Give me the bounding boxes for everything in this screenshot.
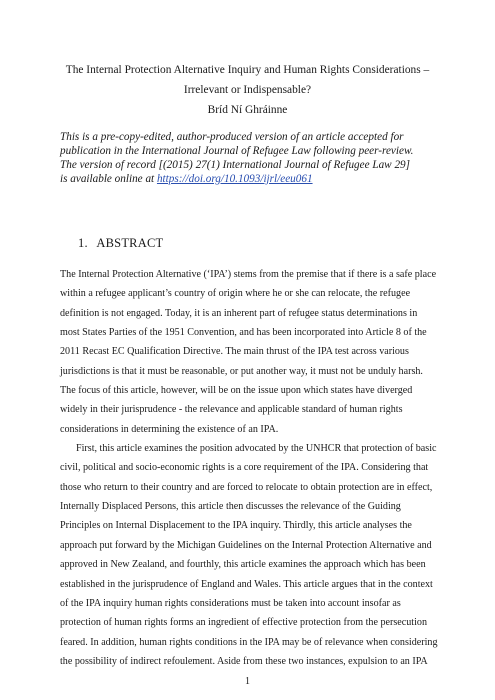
text-line: definition is not engaged. Today, it is an inherent part of refugee status determinations in xyxy=(60,307,418,319)
text-line: The focus of this article, however, will be on the issue upon which states have diverged xyxy=(60,385,413,397)
text-line: widely in their jurisprudence - the relevance and applicable standard of human rights xyxy=(60,404,403,416)
author-name: Bríd Ní Ghráinne xyxy=(207,104,288,116)
publication-note-line: The version of record [(2015) 27(1) International Journal of Refugee Law 29] xyxy=(60,159,410,171)
text-line: 2011 Recast EC Qualification Directive. The main thrust of the IPA test across various xyxy=(60,346,409,358)
section-title: ABSTRACT xyxy=(96,236,164,250)
article-title-line-2: Irrelevant or Indispensable? xyxy=(183,84,312,96)
doi-link[interactable]: https://doi.org/10.1093/ijrl/eeu061 xyxy=(156,173,313,185)
text-line: those who return to their country and are forced to relocate to obtain protection are in effect, xyxy=(60,481,433,493)
text-line: feared. In addition, human rights conditions in the IPA may be of relevance when considering xyxy=(60,636,438,648)
publication-note xyxy=(60,130,440,186)
publication-note-line: This is a pre-copy-edited, author-produced version of an article accepted for xyxy=(60,131,404,143)
text-line: jurisdictions is that it must be reasonable, or put another way, it must not be unduly harsh. xyxy=(60,365,423,377)
text-line: of the IPA inquiry human rights considerations must be taken into account insofar as xyxy=(60,597,401,609)
abstract-paragraph-2 xyxy=(60,439,440,671)
section-number: 1. xyxy=(78,236,88,250)
publication-note-line xyxy=(60,172,440,186)
text-line: approach put forward by the Michigan Guidelines on the Internal Protection Alternative and xyxy=(60,539,432,551)
abstract-body xyxy=(60,265,440,671)
section-heading xyxy=(78,236,163,251)
text-line: within a refugee applicant’s country of origin where he or she can relocate, the refugee xyxy=(60,288,411,300)
text-line: First, this article examines the position advocated by the UNHCR that protection of basic xyxy=(76,443,437,455)
text-line: the possibility of indirect refoulement. Aside from these two instances, expulsion to an IPA xyxy=(60,655,428,667)
article-title-line-1: The Internal Protection Alternative Inquiry and Human Rights Considerations – xyxy=(65,64,430,76)
text-line: The Internal Protection Alternative (‘IPA’) stems from the premise that if there is a safe place xyxy=(60,269,437,280)
text-line: most States Parties of the 1951 Convention, and has been incorporated into Article 8 of the xyxy=(60,327,427,339)
text-line: Internally Displaced Persons, this article then discusses the relevance of the Guiding xyxy=(60,501,401,513)
text-line: Principles on Internal Displacement to the IPA inquiry. Thirdly, this article analyses the xyxy=(60,520,412,532)
publication-note-prefix: is available online at xyxy=(60,173,157,185)
publication-note-line: publication in the International Journal of Refugee Law following peer-review. xyxy=(60,145,414,157)
text-line: considerations in determining the existence of an IPA. xyxy=(60,423,279,435)
text-line: civil, political and socio-economic rights is a core requirement of the IPA. Considering that xyxy=(60,462,429,474)
page-number: 1 xyxy=(245,676,250,687)
text-line: approved in New Zealand, and fourthly, this article examines the approach which has been xyxy=(60,559,426,571)
article-title-block xyxy=(40,60,455,120)
text-line: established in the jurisprudence of England and Wales. This article argues that in the context xyxy=(60,578,433,590)
abstract-paragraph-1 xyxy=(60,265,440,439)
text-line: protection of human rights forms an ingredient of effective protection from the persecution xyxy=(60,617,427,629)
